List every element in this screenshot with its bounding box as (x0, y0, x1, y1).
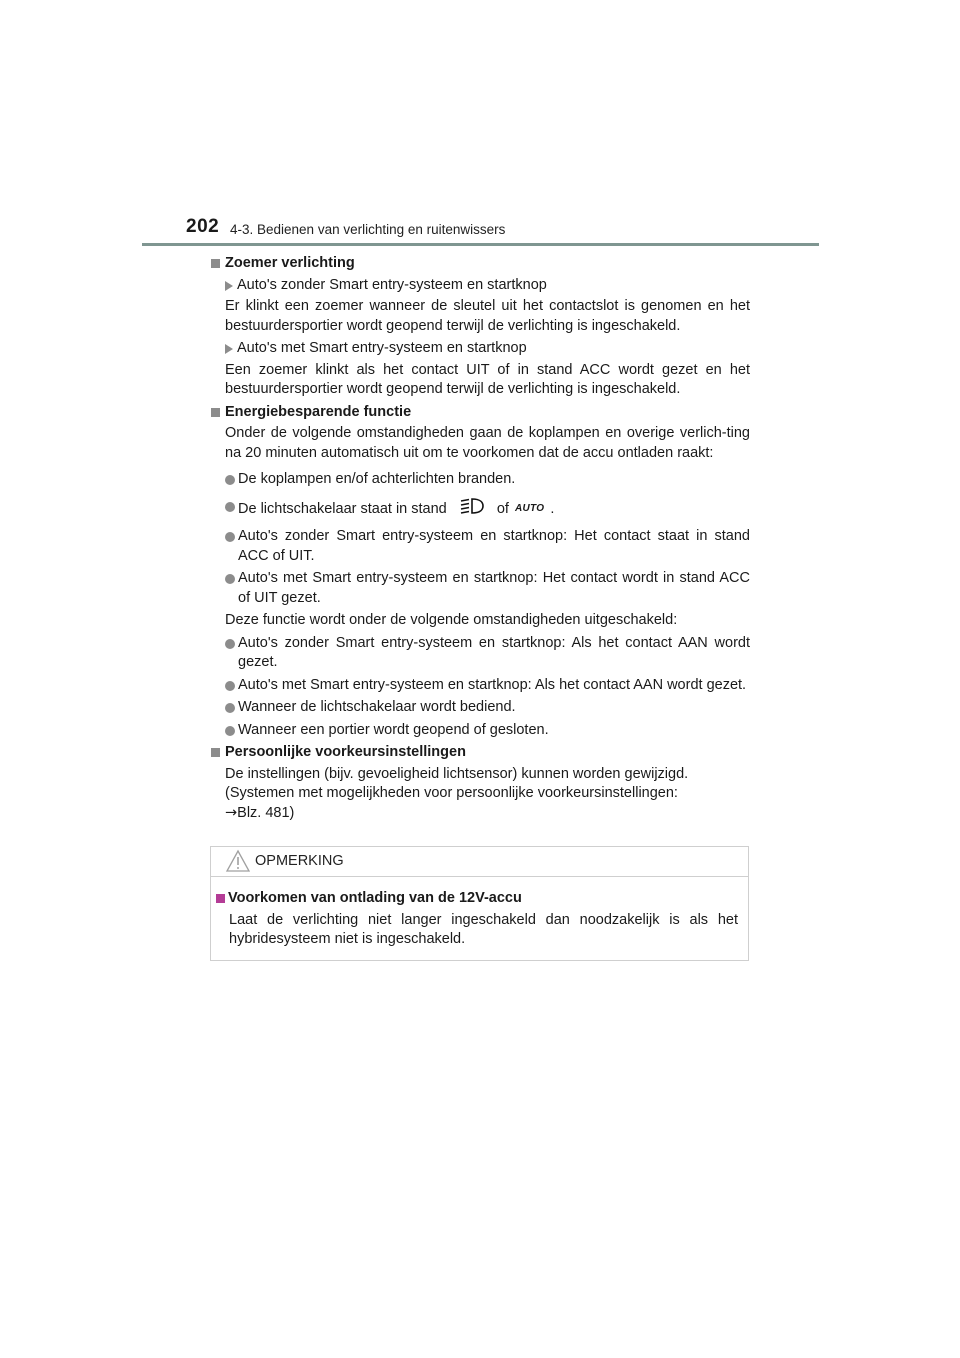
list-item: Auto's zonder Smart entry-systeem en startknop: Als het contact AAN wordt gezet. (225, 634, 750, 673)
personal-line-1: De instellingen (bijv. gevoeligheid lichtsensor) kunnen worden gewijzigd. (225, 765, 689, 782)
personal-line-2: (Systemen met mogelijkheden voor persoonlijke voorkeursinstellingen: (225, 785, 678, 801)
square-marker-icon (211, 259, 220, 268)
energy-intro: Onder de volgende omstandigheden gaan de koplampen en overige verlich-ting na 20 minuten automatisch uit om te voorkomen dat de accu ontladen raakt: (225, 425, 750, 461)
subheading-without-smart-entry: Auto's zonder Smart entry-systeem en startknop (225, 276, 750, 296)
section-heading-personal: Persoonlijke voorkeursinstellingen (210, 743, 750, 763)
bullet-dot-icon (225, 681, 235, 691)
main-content (210, 254, 750, 823)
notice-label: OPMERKING (255, 853, 344, 869)
square-marker-icon (211, 408, 220, 417)
warning-triangle-icon (225, 849, 251, 878)
section-heading-energy: Energiebesparende functie (210, 403, 750, 423)
buzzer-text-without-smart-entry: Er klinkt een zoemer wanneer de sleutel uit het contactslot is genomen en het bestuurdersportier wordt geopend terwijl de verlichting is ingeschakeld. (225, 298, 750, 334)
list-item: De koplampen en/of achterlichten branden. (225, 470, 750, 490)
bullet-dot-icon (225, 574, 235, 584)
page-number: 202 (186, 216, 220, 237)
bullet-dot-icon (225, 639, 235, 649)
list-item: De lichtschakelaar staat in stand of AUTO . (225, 497, 750, 522)
buzzer-text-with-smart-entry: Een zoemer klinkt als het contact UIT of in stand ACC wordt gezet en het bestuurdersportier wordt geopend terwijl de verlichting is ingeschakeld. (225, 361, 750, 397)
arrow-right-icon: → (225, 804, 238, 821)
list-item: Auto's met Smart entry-systeem en startknop: Als het contact AAN wordt gezet. (225, 676, 750, 696)
square-marker-icon (211, 748, 220, 757)
page-reference-link[interactable]: Blz. 481) (237, 804, 295, 821)
notice-header (211, 847, 748, 877)
notice-box (210, 846, 749, 961)
bullet-dot-icon (225, 726, 235, 736)
auto-light-icon: AUTO (514, 503, 545, 514)
bullet-dot-icon (225, 532, 235, 542)
list-item: Auto's zonder Smart entry-systeem en startknop: Het contact staat in stand ACC of UIT. (225, 527, 750, 566)
headlight-icon (459, 497, 487, 522)
list-item: Wanneer de lichtschakelaar wordt bediend. (225, 698, 750, 718)
bullet-dot-icon (225, 475, 235, 485)
list-item: Auto's met Smart entry-systeem en startknop: Het contact wordt in stand ACC of UIT gezet. (225, 569, 750, 608)
bullet-dot-icon (225, 502, 235, 512)
page-reference (225, 804, 750, 824)
square-marker-icon (216, 894, 225, 903)
triangle-marker-icon (225, 344, 233, 354)
section-heading-buzzer: Zoemer verlichting (210, 254, 750, 274)
energy-off-intro: Deze functie wordt onder de volgende omstandigheden uitgeschakeld: (225, 612, 678, 628)
list-item: Wanneer een portier wordt geopend of gesloten. (225, 721, 750, 741)
header-rule (142, 243, 819, 246)
bullet-dot-icon (225, 703, 235, 713)
notice-text: Laat de verlichting niet langer ingeschakeld dan noodzakelijk is als het hybridesysteem niet is ingeschakeld. (229, 911, 738, 947)
triangle-marker-icon (225, 281, 233, 291)
subheading-with-smart-entry: Auto's met Smart entry-systeem en startknop (225, 339, 750, 359)
notice-heading: Voorkomen van ontlading van de 12V-accu (215, 889, 738, 909)
chapter-title: 4-3. Bedienen van verlichting en ruitenwissers (230, 222, 506, 237)
notice-body (211, 877, 748, 950)
